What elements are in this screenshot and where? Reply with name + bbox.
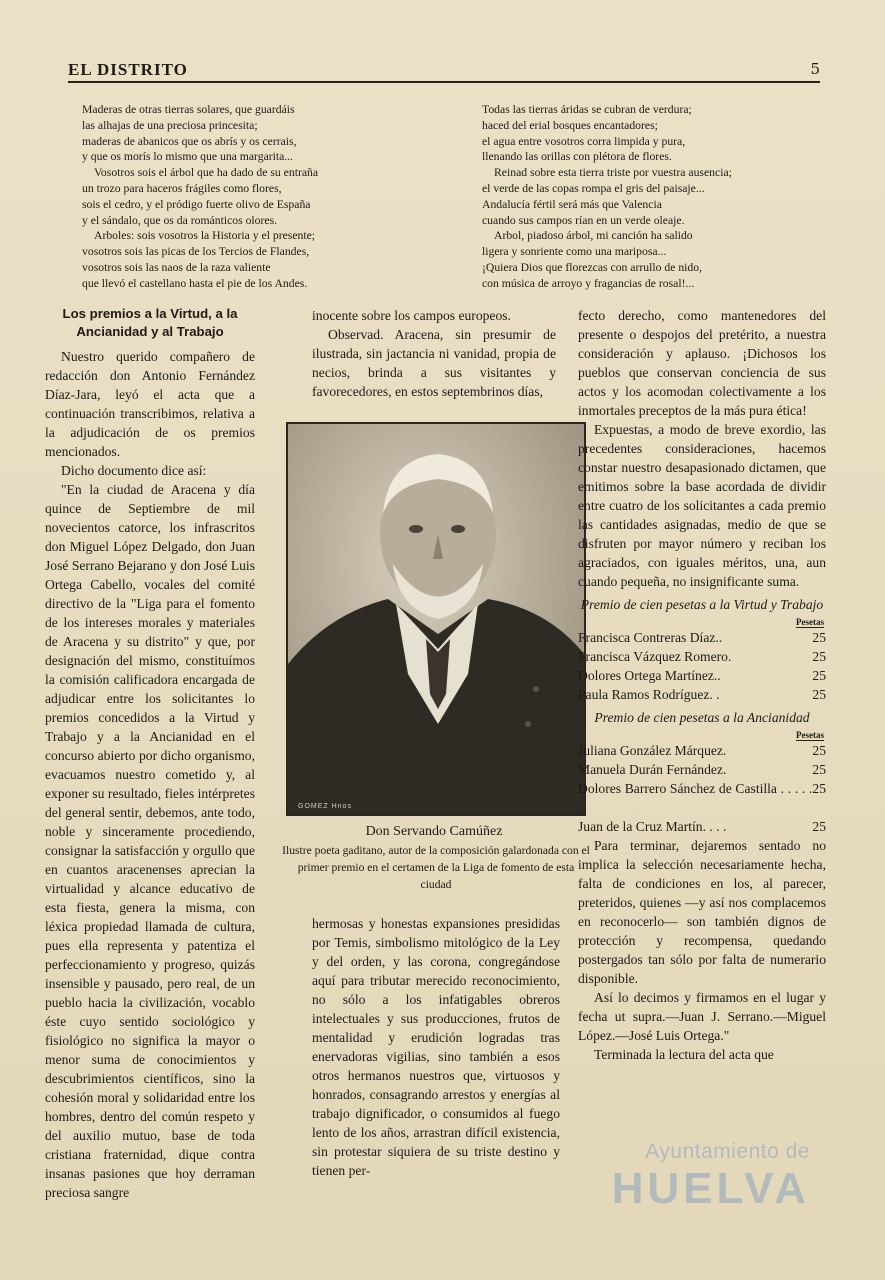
article-column-3 [578, 306, 826, 1064]
article-paragraph: Para terminar, dejaremos sentado no implica la selección necesariamente hecha, falta de condiciones en los, al parecer, preteridos, quienes —y así nos complacemos en reconocerlo— son también dignos de protección y recompensa, quedando postergados tan sólo por falta de numerario disponible. [578, 838, 826, 986]
award-row [578, 817, 826, 836]
article-headline: Los premios a la Virtud, a la Ancianidad y al Trabajo [62, 306, 238, 339]
article-paragraph: Nuestro querido compañero de redacción don Antonio Fernández Díaz-Jara, leyó el acta que a continuación transcribimos, relativa a la adjudicación de os premios mencionados. [45, 349, 255, 459]
page-header [68, 60, 820, 82]
article-paragraph: Así lo decimos y firmamos en el lugar y fecha ut supra.—Juan J. Serrano.—Miguel López.—José Luis Ortega." [578, 990, 826, 1043]
article-paragraph: Terminada la lectura del acta que [594, 1047, 774, 1062]
poem-line: el verde de las copas rompa el gris del paisaje... [482, 181, 705, 195]
portrait-photo [286, 422, 586, 816]
poem-line: vosotros sois las naos de la raza valiente [82, 260, 271, 274]
poem-line: maderas de abanicos que os abrís y os cerrais, [82, 134, 297, 148]
awardee-name: Francisca Contreras Díaz.. [578, 630, 723, 645]
photo-studio-mark: GOMEZ Hnos [298, 803, 352, 810]
awardee-name: Dolores Ortega Martínez.. [578, 668, 721, 683]
article-column-1 [45, 305, 255, 1202]
poem-line: ligera y sonriente como una mariposa... [482, 245, 667, 259]
poem-line: ¡Quiera Dios que florezcas con arrullo de nido, [482, 260, 703, 274]
poem-line: cuando sus campos rían en un verde oleaje. [482, 213, 685, 227]
photo-caption-title: Don Servando Camúñez [365, 824, 503, 839]
pesetas-header-2: Pesetas [796, 730, 824, 740]
poem-line: llenando las orillas con plétora de flores. [482, 150, 672, 164]
award-row [578, 760, 826, 779]
award-amount: 25 [812, 743, 826, 758]
award-row [578, 685, 826, 704]
archive-watermark [540, 1140, 810, 1214]
award-row [578, 666, 826, 685]
award-row [578, 741, 826, 760]
poem-line: haced del erial bosques encantadores; [482, 118, 658, 132]
awardee-name: Juliana González Márquez. [578, 743, 727, 758]
poem-line: y que os morís lo mismo que una margarita... [82, 150, 294, 164]
poem-line: Maderas de otras tierras solares, que guardáis [82, 103, 295, 116]
article-paragraph: fecto derecho, como mantenedores del presente o despojos del pretérito, a nuestra consideración y aplauso. ¡Dichosos los pueblos que conservan conciencia de sus actos y los acomodan colectivamente a los inmortales preceptos de la más pura ética! [578, 308, 826, 418]
poem-left-column [82, 102, 318, 292]
award-amount: 25 [812, 687, 826, 702]
award-amount: 25 [812, 649, 826, 664]
poem-line: Todas las tierras áridas se cubran de verdura; [482, 103, 692, 116]
award-row [578, 628, 826, 647]
article-paragraph: Dicho documento dice así: [61, 463, 207, 478]
awardee-name: Juan de la Cruz Martín. . . . [578, 819, 727, 834]
award-amount: 25 [812, 630, 826, 645]
poem-line: sois el cedro, y el pródigo fuerte olivo de España [82, 197, 311, 211]
article-paragraph: inocente sobre los campos europeos. [312, 308, 511, 323]
award-amount: 25 [812, 668, 826, 683]
article-paragraph: Observad. Aracena, sin presumir de ilustrada, sin jactancia ni vanidad, propia de necios, brinda a sus visitantes y favorecedores, en estos septembrinos días, [312, 327, 556, 399]
poem-line: Andalucía fértil será más que Valencia [482, 197, 662, 211]
header-rule [68, 81, 820, 83]
poem-line: las alhajas de una preciosa princesita; [82, 118, 258, 132]
pesetas-header: Pesetas [796, 617, 824, 627]
award-virtud-title: Premio de cien pesetas a la Virtud y Trabajo [580, 597, 824, 612]
masthead: EL DISTRITO [68, 60, 188, 79]
award-amount: 25 [812, 762, 826, 777]
poem-line: que llevó el castellano hasta el pie de los Andes. [82, 276, 308, 290]
article-paragraph: hermosas y honestas expansiones presididas por Temis, simbolismo mitológico de la Ley y del orden, y las corona, congregándose aquí para tributar merecido reconocimiento, no sólo a los infatigables obreros intelectuales y sus producciones, frutos de mentalidad y erudición logradas tras enervadoras vigilias, sino también a esos otros hermanos nuestros que, virtuosos y honrados, consagrando arrestos y energías al trabajo dignificador, o consumidos al fuego lento de los años, arrastran difícil existencia, sin protestar siquiera de su triste destino y tienen per- [312, 916, 560, 1178]
poem-line: vosotros sois las picas de los Tercios de Flandes, [82, 245, 310, 259]
award-ancianidad-title: Premio de cien pesetas a la Ancianidad [594, 710, 810, 725]
watermark-line-2: HUELVA [611, 1164, 810, 1213]
poem-line: con música de arroyo y fragancias de rosal!... [482, 276, 695, 290]
award-virtud-list [578, 628, 826, 704]
awardee-name: Francisca Vázquez Romero. [578, 649, 732, 664]
poem-right-column [482, 102, 732, 292]
award-row [578, 647, 826, 666]
poem-line: un trozo para haceros frágiles como flores, [82, 181, 282, 195]
award-row [578, 779, 826, 817]
awardee-name: Paula Ramos Rodríguez. . [578, 687, 720, 702]
poem-line: Arboles: sois vosotros la Historia y el presente; [94, 229, 316, 243]
page-number: 5 [810, 60, 820, 78]
article-column-2-bottom [312, 914, 560, 1180]
award-amount: 25 [812, 819, 826, 834]
poem-line: Arbol, piadoso árbol, mi canción ha salido [494, 229, 693, 243]
article-paragraph: "En la ciudad de Aracena y día quince de Septiembre de mil novecientos catorce, los infrascritos don Miguel López Delgado, don Juan José Serrano Bejarano y don José Luis Ortega Cabello, vocales del comité directivo de la "Liga para el fomento de los intereses morales y materiales de Aracena y su distrito" y que, por designación del mismo, constituímos la comisión calificadora encargada de adjudicar entre los solicitantes lo premios concedidos a la Virtud y Trabajo y a la Ancianidad en el concurso abierto por dicho organismo, evacuamos nuestro cometido y, al exponer su resultado, fieles intérpretes del general sentir, debemos, ante todo, noble y sinceramente procediendo, consignar la satisfacción y orgullo que en cuantos aracenenses aprecian la virtualidad y alcance educativo de esta fiesta, genera la misma, con léxica propiedad llamada de cultura, pues ella representa y patentiza el perfeccionamiento y progreso, quizás insensible y pausado, pero real, de un pueblo hacia la civilización, vocablo éste cuyo sentido sociológico y fisiológico no significa la mayor o menor suma de conocimientos y descubrimientos científicos, sino la cohesión moral y solidaridad entre los hombres, dentro del común respeto y del auxilio mutuo, base de toda cristiana fraternidad, dique contra insanas pasiones que hoy derraman preciosa sangre [45, 482, 255, 1200]
poem-line: Vosotros sois el árbol que ha dado de su entraña [94, 166, 319, 180]
article-column-2-top [312, 306, 556, 401]
award-amount: 25 [812, 781, 826, 796]
poem-line: Reinad sobre esta tierra triste por vuestra ausencia; [494, 166, 732, 180]
photo-caption: Ilustre poeta gaditano, autor de la composición galardonada con el primer premio en el certamen de la Liga de fomento de esta ciudad [282, 844, 590, 891]
award-ancianidad-list [578, 741, 826, 836]
awardee-name: Manuela Durán Fernández. [578, 762, 727, 777]
poem-line: el agua entre vosotros corra limpida y pura, [482, 134, 686, 148]
poem-line: y el sándalo, que os da románticos olores. [82, 213, 278, 227]
article-paragraph: Expuestas, a modo de breve exordio, las precedentes consideraciones, hacemos constar nuestro desapasionado dictamen, que emitimos sobre la base acordada de dividir entre cuatro de los solicitantes a cada premio las cantidades asignadas, medio de que se disfruten por mayor número y reciban los agraciados, con iguales méritos, una, aun cuando pequeña, no insignificante suma. [578, 422, 826, 589]
awardee-name: Dolores Barrero Sánchez de Castilla . . . . . . [578, 781, 813, 815]
watermark-line-1: Ayuntamiento de [645, 1140, 810, 1163]
